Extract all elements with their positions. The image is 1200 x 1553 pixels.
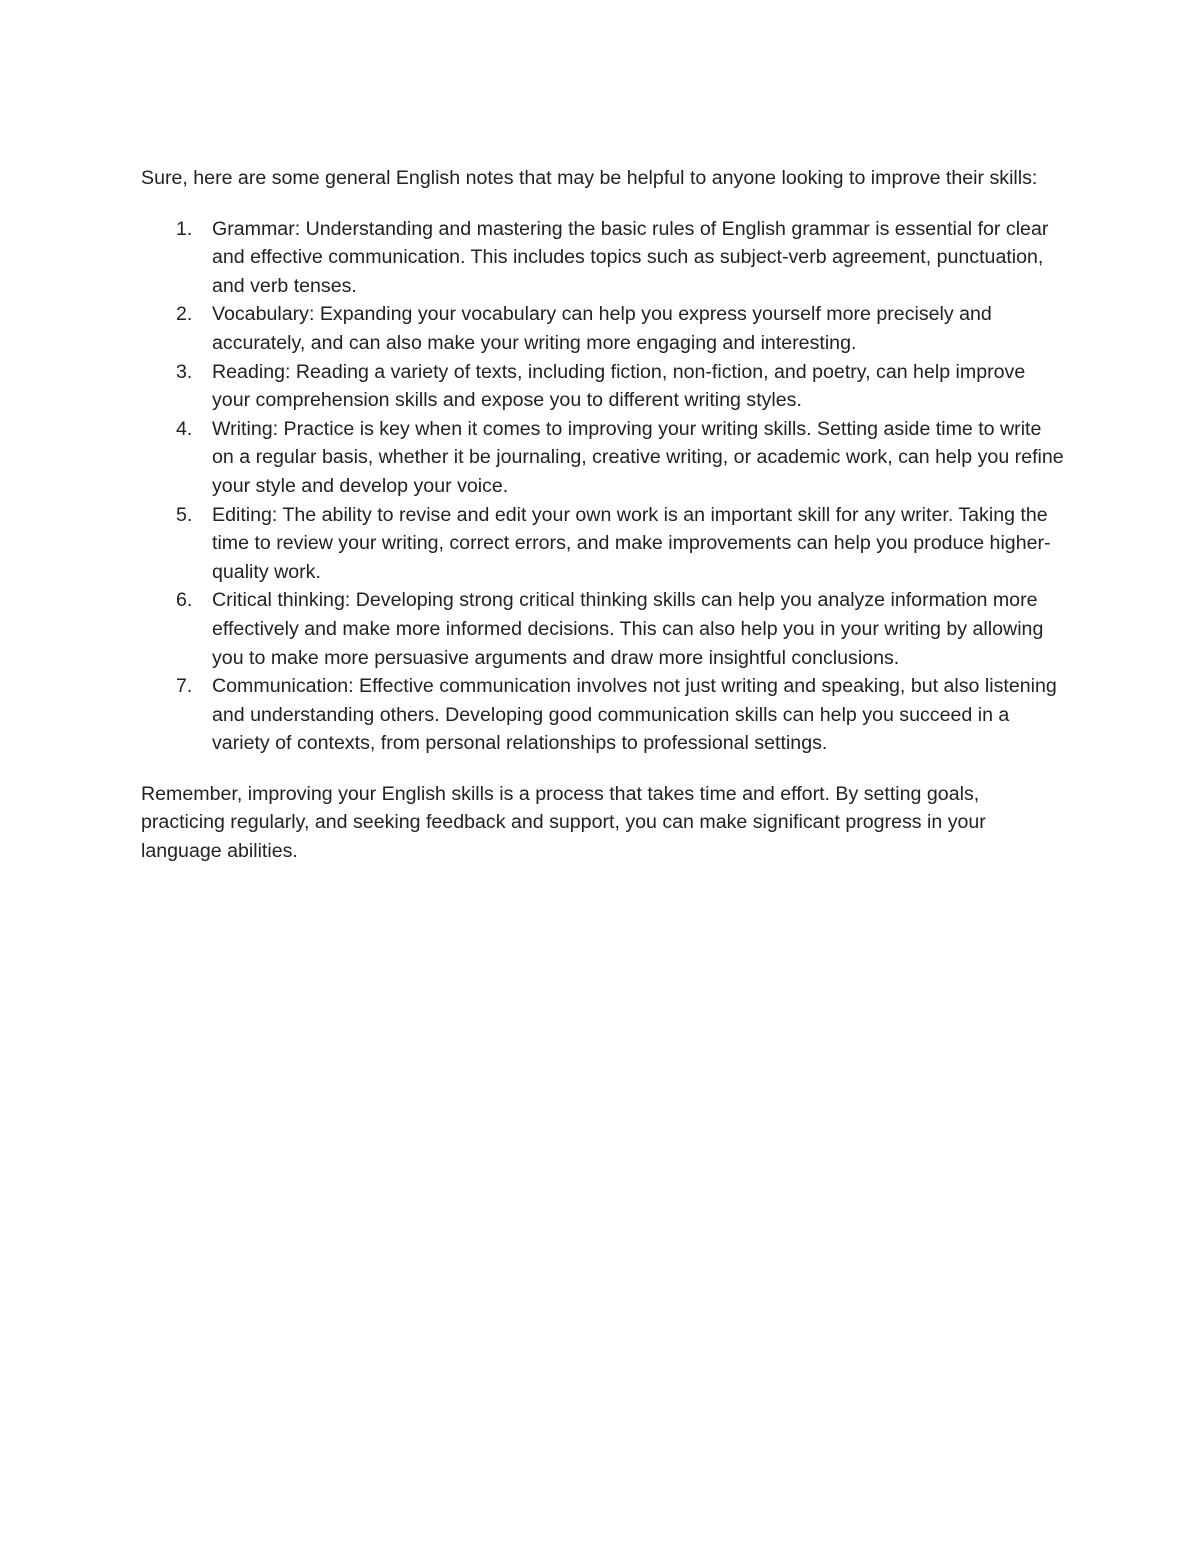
- document-body: [141, 164, 1066, 866]
- list-item: [141, 586, 1066, 672]
- list-item-text: Grammar: Understanding and mastering the basic rules of English grammar is essential for clear and effective communication. This includes topics such as subject-verb agreement, punctuation, and verb tenses.: [212, 217, 1049, 297]
- list-item: [141, 300, 1066, 357]
- list-item-number: 6.: [176, 589, 193, 612]
- list-item-text: Vocabulary: Expanding your vocabulary can help you express yourself more precisely and accurately, and can also make your writing more engaging and interesting.: [212, 303, 992, 354]
- list-item-text: Reading: Reading a variety of texts, including fiction, non-fiction, and poetry, can help improve your comprehension skills and expose you to different writing styles.: [212, 360, 1026, 412]
- list-item-number: 3.: [176, 360, 193, 383]
- list-item-number: 4.: [176, 417, 193, 440]
- intro-paragraph: Sure, here are some general English notes that may be helpful to anyone looking to improve their skills:: [141, 167, 1038, 189]
- list-item-text: Critical thinking: Developing strong critical thinking skills can help you analyze information more effectively and make more informed decisions. This can also help you in your writing by allowing you to make more persuasive arguments and draw more insightful conclusions.: [212, 589, 1044, 669]
- list-item-number: 7.: [176, 675, 193, 698]
- list-item: [141, 672, 1066, 758]
- list-item: [141, 415, 1066, 501]
- closing-paragraph: Remember, improving your English skills is a process that takes time and effort. By setting goals, practicing regularly, and seeking feedback and support, you can make significant progress in your language abilities.: [141, 782, 986, 863]
- list-item-number: 1.: [176, 217, 193, 240]
- list-item: [141, 501, 1066, 587]
- list-item-text: Writing: Practice is key when it comes to improving your writing skills. Setting aside time to write on a regular basis, whether it be journaling, creative writing, or academic work, can help you refine your style and develop your voice.: [212, 417, 1064, 497]
- list-item-text: Communication: Effective communication involves not just writing and speaking, but also listening and understanding others. Developing good communication skills can help you succeed in a variety of contexts, from personal relationships to professional settings.: [212, 675, 1057, 755]
- list-item: [141, 215, 1066, 301]
- list-item: [141, 358, 1066, 415]
- notes-list: [141, 215, 1066, 758]
- list-item-text: Editing: The ability to revise and edit your own work is an important skill for any writer. Taking the time to review your writing, correct errors, and make improvements can help you produce higher-quality work.: [212, 503, 1051, 583]
- list-item-number: 2.: [176, 303, 193, 326]
- list-item-number: 5.: [176, 503, 193, 526]
